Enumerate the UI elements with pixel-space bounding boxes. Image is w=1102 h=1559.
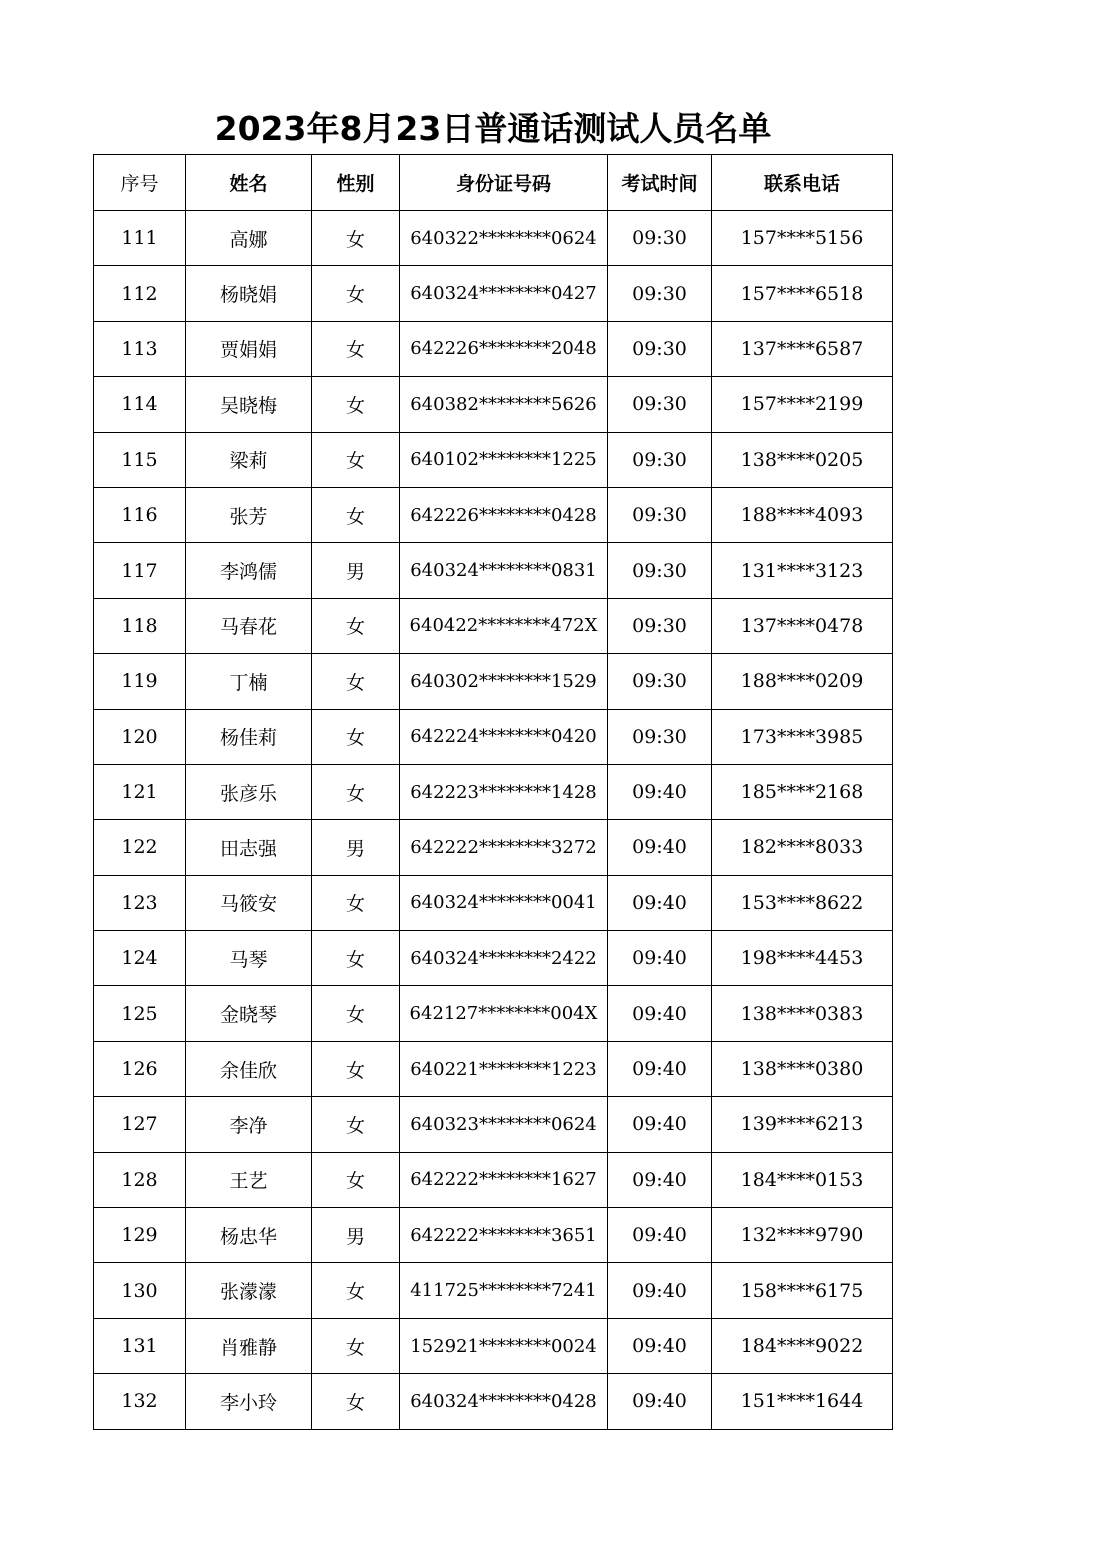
- cell-seq: 112: [94, 266, 186, 321]
- cell-phone: 132****9790: [712, 1208, 893, 1263]
- table-row: [94, 321, 893, 376]
- cell-gender: 男: [312, 1208, 400, 1263]
- cell-name: 余佳欣: [186, 1041, 312, 1096]
- cell-exam-time: 09:40: [608, 931, 712, 986]
- cell-phone: 137****6587: [712, 321, 893, 376]
- cell-id-number: 640382********5626: [400, 377, 608, 432]
- cell-name: 马春花: [186, 598, 312, 653]
- table-body: [94, 211, 893, 1430]
- cell-phone: 137****0478: [712, 598, 893, 653]
- cell-gender: 女: [312, 764, 400, 819]
- cell-phone: 184****9022: [712, 1318, 893, 1373]
- cell-name: 肖雅静: [186, 1318, 312, 1373]
- cell-gender: 男: [312, 543, 400, 598]
- cell-id-number: 640323********0624: [400, 1097, 608, 1152]
- cell-name: 王艺: [186, 1152, 312, 1207]
- cell-gender: 女: [312, 598, 400, 653]
- cell-gender: 女: [312, 1263, 400, 1318]
- cell-seq: 129: [94, 1208, 186, 1263]
- cell-exam-time: 09:40: [608, 1318, 712, 1373]
- table-row: [94, 820, 893, 875]
- table-row: [94, 543, 893, 598]
- cell-id-number: 640302********1529: [400, 654, 608, 709]
- cell-exam-time: 09:40: [608, 820, 712, 875]
- cell-phone: 138****0205: [712, 432, 893, 487]
- cell-phone: 182****8033: [712, 820, 893, 875]
- cell-id-number: 642223********1428: [400, 764, 608, 819]
- cell-phone: 188****4093: [712, 487, 893, 542]
- table-row: [94, 931, 893, 986]
- header-name: 姓名: [186, 155, 312, 211]
- cell-phone: 157****5156: [712, 211, 893, 266]
- cell-exam-time: 09:30: [608, 432, 712, 487]
- cell-exam-time: 09:40: [608, 1041, 712, 1096]
- cell-seq: 132: [94, 1374, 186, 1429]
- table-row: [94, 764, 893, 819]
- cell-id-number: 642222********3272: [400, 820, 608, 875]
- cell-id-number: 642226********2048: [400, 321, 608, 376]
- cell-gender: 女: [312, 931, 400, 986]
- cell-id-number: 642222********1627: [400, 1152, 608, 1207]
- cell-name: 杨佳莉: [186, 709, 312, 764]
- header-exam-time: 考试时间: [608, 155, 712, 211]
- cell-id-number: 642222********3651: [400, 1208, 608, 1263]
- cell-id-number: 642127********004X: [400, 986, 608, 1041]
- table-row: [94, 875, 893, 930]
- table-header: [94, 155, 893, 211]
- table-row: [94, 266, 893, 321]
- cell-id-number: 640324********0041: [400, 875, 608, 930]
- cell-name: 贾娟娟: [186, 321, 312, 376]
- cell-gender: 女: [312, 654, 400, 709]
- cell-phone: 185****2168: [712, 764, 893, 819]
- cell-gender: 女: [312, 1097, 400, 1152]
- cell-exam-time: 09:30: [608, 598, 712, 653]
- cell-phone: 138****0380: [712, 1041, 893, 1096]
- cell-name: 马琴: [186, 931, 312, 986]
- table-row: [94, 1374, 893, 1429]
- cell-phone: 188****0209: [712, 654, 893, 709]
- cell-name: 杨晓娟: [186, 266, 312, 321]
- cell-name: 张彦乐: [186, 764, 312, 819]
- cell-gender: 女: [312, 986, 400, 1041]
- participant-table: [93, 154, 893, 1430]
- cell-exam-time: 09:30: [608, 709, 712, 764]
- cell-seq: 118: [94, 598, 186, 653]
- cell-id-number: 640322********0624: [400, 211, 608, 266]
- table-row: [94, 598, 893, 653]
- cell-seq: 121: [94, 764, 186, 819]
- page-title: 2023年8月23日普通话测试人员名单: [214, 109, 772, 148]
- cell-name: 杨忠华: [186, 1208, 312, 1263]
- cell-exam-time: 09:40: [608, 1374, 712, 1429]
- cell-seq: 131: [94, 1318, 186, 1373]
- cell-name: 高娜: [186, 211, 312, 266]
- cell-exam-time: 09:30: [608, 321, 712, 376]
- cell-id-number: 152921********0024: [400, 1318, 608, 1373]
- cell-seq: 123: [94, 875, 186, 930]
- table-row: [94, 211, 893, 266]
- header-id-number: 身份证号码: [400, 155, 608, 211]
- cell-id-number: 640324********0427: [400, 266, 608, 321]
- cell-gender: 女: [312, 1041, 400, 1096]
- cell-id-number: 640422********472X: [400, 598, 608, 653]
- cell-id-number: 640102********1225: [400, 432, 608, 487]
- cell-gender: 女: [312, 1374, 400, 1429]
- header-row: [94, 155, 893, 211]
- cell-seq: 117: [94, 543, 186, 598]
- table-row: [94, 1318, 893, 1373]
- cell-seq: 125: [94, 986, 186, 1041]
- cell-id-number: 640324********2422: [400, 931, 608, 986]
- cell-phone: 157****6518: [712, 266, 893, 321]
- cell-exam-time: 09:40: [608, 1208, 712, 1263]
- cell-name: 张濛濛: [186, 1263, 312, 1318]
- table-row: [94, 709, 893, 764]
- cell-seq: 128: [94, 1152, 186, 1207]
- cell-id-number: 642226********0428: [400, 487, 608, 542]
- cell-phone: 153****8622: [712, 875, 893, 930]
- table-row: [94, 1152, 893, 1207]
- cell-seq: 127: [94, 1097, 186, 1152]
- table-row: [94, 1041, 893, 1096]
- table-row: [94, 487, 893, 542]
- cell-phone: 184****0153: [712, 1152, 893, 1207]
- table-row: [94, 1208, 893, 1263]
- cell-name: 李净: [186, 1097, 312, 1152]
- cell-phone: 138****0383: [712, 986, 893, 1041]
- cell-seq: 122: [94, 820, 186, 875]
- cell-gender: 女: [312, 1318, 400, 1373]
- cell-seq: 111: [94, 211, 186, 266]
- cell-id-number: 642224********0420: [400, 709, 608, 764]
- table-row: [94, 1097, 893, 1152]
- cell-id-number: 411725********7241: [400, 1263, 608, 1318]
- cell-name: 丁楠: [186, 654, 312, 709]
- table-row: [94, 654, 893, 709]
- cell-gender: 女: [312, 321, 400, 376]
- cell-seq: 126: [94, 1041, 186, 1096]
- table-row: [94, 432, 893, 487]
- cell-phone: 139****6213: [712, 1097, 893, 1152]
- cell-name: 张芳: [186, 487, 312, 542]
- cell-gender: 女: [312, 1152, 400, 1207]
- cell-exam-time: 09:40: [608, 875, 712, 930]
- cell-exam-time: 09:40: [608, 1263, 712, 1318]
- cell-seq: 113: [94, 321, 186, 376]
- cell-gender: 女: [312, 266, 400, 321]
- cell-exam-time: 09:40: [608, 1097, 712, 1152]
- cell-seq: 119: [94, 654, 186, 709]
- cell-name: 吴晓梅: [186, 377, 312, 432]
- cell-id-number: 640324********0428: [400, 1374, 608, 1429]
- cell-seq: 130: [94, 1263, 186, 1318]
- cell-seq: 124: [94, 931, 186, 986]
- cell-phone: 158****6175: [712, 1263, 893, 1318]
- cell-exam-time: 09:30: [608, 377, 712, 432]
- cell-exam-time: 09:40: [608, 1152, 712, 1207]
- cell-exam-time: 09:30: [608, 266, 712, 321]
- cell-name: 梁莉: [186, 432, 312, 487]
- cell-id-number: 640221********1223: [400, 1041, 608, 1096]
- cell-name: 马筱安: [186, 875, 312, 930]
- cell-exam-time: 09:30: [608, 211, 712, 266]
- cell-seq: 116: [94, 487, 186, 542]
- cell-gender: 男: [312, 820, 400, 875]
- cell-exam-time: 09:30: [608, 487, 712, 542]
- table-row: [94, 986, 893, 1041]
- cell-name: 李小玲: [186, 1374, 312, 1429]
- cell-exam-time: 09:30: [608, 654, 712, 709]
- cell-name: 田志强: [186, 820, 312, 875]
- cell-gender: 女: [312, 432, 400, 487]
- cell-phone: 157****2199: [712, 377, 893, 432]
- header-gender: 性别: [312, 155, 400, 211]
- cell-phone: 131****3123: [712, 543, 893, 598]
- cell-seq: 120: [94, 709, 186, 764]
- table-row: [94, 377, 893, 432]
- cell-gender: 女: [312, 875, 400, 930]
- cell-seq: 114: [94, 377, 186, 432]
- cell-phone: 198****4453: [712, 931, 893, 986]
- cell-gender: 女: [312, 709, 400, 764]
- header-seq: 序号: [94, 155, 186, 211]
- cell-exam-time: 09:40: [608, 986, 712, 1041]
- cell-name: 金晓琴: [186, 986, 312, 1041]
- cell-gender: 女: [312, 487, 400, 542]
- cell-exam-time: 09:30: [608, 543, 712, 598]
- table-row: [94, 1263, 893, 1318]
- cell-exam-time: 09:40: [608, 764, 712, 819]
- cell-gender: 女: [312, 211, 400, 266]
- cell-id-number: 640324********0831: [400, 543, 608, 598]
- cell-seq: 115: [94, 432, 186, 487]
- cell-gender: 女: [312, 377, 400, 432]
- cell-name: 李鸿儒: [186, 543, 312, 598]
- cell-phone: 151****1644: [712, 1374, 893, 1429]
- cell-phone: 173****3985: [712, 709, 893, 764]
- header-phone: 联系电话: [712, 155, 893, 211]
